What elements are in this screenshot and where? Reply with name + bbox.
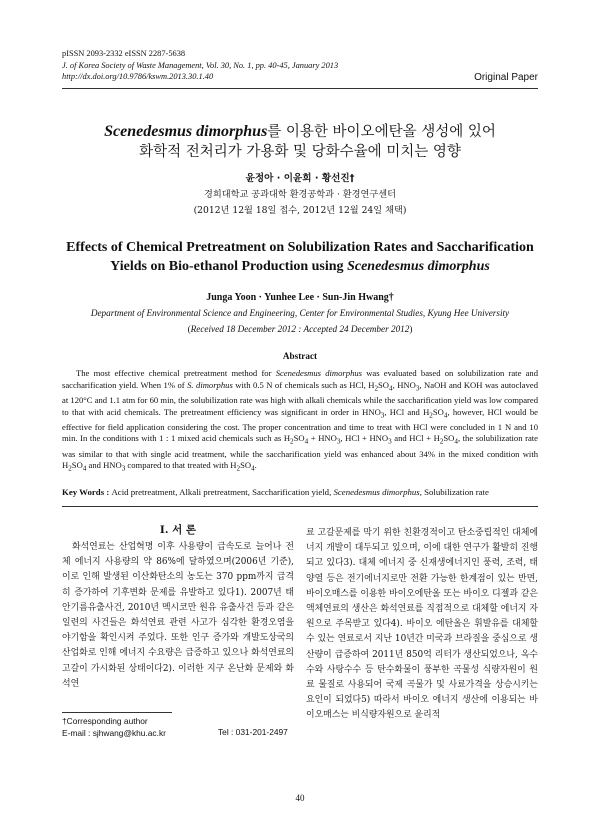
english-authors: Junga Yoon · Yunhee Lee · Sun-Jin Hwang† [206, 292, 394, 303]
received-accepted: Received 18 December 2012 : Accepted 24 December 2012 [190, 324, 410, 334]
keywords-text-end: , Solubilization rate [419, 487, 489, 497]
journal-citation: J. of Korea Society of Waste Management, Vol. 30, No. 1, pp. 40-45, January 2013 [62, 60, 339, 70]
keywords-label: Key Words : [62, 487, 112, 497]
keywords [62, 487, 538, 497]
footnote-rule [62, 712, 172, 713]
keywords-text: Acid pretreatment, Alkali pretreatment, Saccharification yield, [111, 487, 334, 497]
english-affiliation: Department of Environmental Science and Engineering, Center for Environmental Studies, Kyung Hee University [90, 308, 510, 318]
korean-title-rest: 를 이용한 바이오에탄올 생성에 있어 [267, 124, 496, 140]
date-paren-close: ) [409, 324, 413, 334]
keywords-rule [62, 506, 538, 507]
korean-title-species: Scenedesmus dimorphus [104, 123, 268, 140]
english-title-line1: Effects of Chemical Pretreatment on Solubilization Rates and Saccharification [66, 240, 534, 255]
abstract-heading: Abstract [282, 351, 318, 361]
doi-link[interactable]: http://dx.doi.org/10.9786/kswm.2013.30.1.40 [62, 72, 214, 81]
english-title-line2 [62, 257, 538, 276]
korean-authors: 윤정아 · 이윤희 · 황선진† [245, 173, 355, 184]
keywords-species: Scenedesmus dimorphus [333, 487, 420, 497]
korean-affiliation: 경희대학교 공과대학 환경공학과 · 환경연구센터 [203, 189, 397, 200]
korean-title-line1 [62, 122, 538, 142]
korean-dates: (2012년 12월 18일 접수, 2012년 12월 24일 채택) [193, 205, 407, 216]
body-right-column: 료 고갈문제를 막기 위한 친환경적이고 탄소중립적인 대체에너지 개발이 대두되고 있으며, 이에 대한 연구가 활발히 진행되고 있다3). 대체 에너지 중 신재생에너지인 풍력, 조력, 태양열 등은 전기에너지로만 전환 가능한 한계점이 있는 반면, 바이오매스를 이용한 바이오에탄올 또는 바이오 디젤과 같은 액체연료의 생산은 화석연료를 직접적으로 대체할 에너지 자원으로 주목받고 있다4). 바이오 에탄올은 휘발유를 대체할 수 있는 연료로서 지난 10년간 미국과 브라질을 중심으로 생산량이 급증하여 2011년 850억 리터가 생산되었으나, 옥수수와 사탕수수 등 탄수화물이 풍부한 곡물성 식량자원이 원료 물질로 사용되어 국제 곡물가 및 사료가격을 상승시키는 요인이 되었다5) 따라서 바이오 에너지 생산에 이용되는 바이오매스는 비식량자원으로 윤리적 [306, 528, 538, 721]
issn-line: pISSN 2093-2332 eISSN 2287-5638 [62, 49, 186, 58]
english-dates [62, 324, 538, 334]
date-paren-open: ( [187, 324, 191, 334]
body-left-column: 화석연료는 산업혁명 이후 사용량이 급속도로 늘어나 전체 에너지 사용량의 약 86%에 달하였으며(2006년 기준), 이로 인해 발생된 이산화탄소의 농도는 370 ppm까지 급격히 증가하여 기후변화 문제를 유발하고 있다1). 2007년 태안기름유출사건, 2010년 멕시코만 원유 유출사건 등과 같은 일련의 사건들은 화석연료 관련 사고가 심각한 환경오염을 야기함을 확인시켜 주었다. 또한 인구 증가와 개발도상국의 산업화로 인해 에너지 수요량은 급증하고 있으나 화석연료의 고갈이 가시화된 상태이다2). 이러한 지구 온난화 문제와 화석연 [62, 542, 294, 689]
english-title-part: Yields on Bio-ethanol Production using [110, 259, 348, 274]
section-heading: I. 서 론 [159, 524, 197, 536]
page-number: 40 [295, 793, 305, 803]
korean-title-line2: 화학적 전처리가 가용화 및 당화수율에 미치는 영향 [139, 144, 461, 160]
journal-header [62, 48, 338, 83]
corresponding-author-label: †Corresponding author [62, 716, 148, 726]
corresponding-email[interactable]: E-mail : sjhwang@khu.ac.kr [62, 727, 166, 738]
footnote [62, 716, 166, 739]
header-rule [62, 88, 538, 89]
article-type-badge: Original Paper [474, 72, 538, 83]
abstract-body: The most effective chemical pretreatment method for Scenedesmus dimorphus was evaluated based on solubilization rate and saccharification yield. When 1% of S. dimorphus with 0.5 N of chemicals such as HCl, $H_2SO_4$, $HNO_3$, NaOH and KOH was autoclaved at 120°C and 1.1 atm for 60 min, the solubilization rate was high with alkali chemicals while the saccharification yield was low compared to that with acid chemicals. The pretreatment efficiency was significant in order in $HNO_3$, HCl and $H_2SO_4$, however, HCl would be effective for field application considering the cost. The proper concentration and time to treat with HCl were concluded in 1 N and 10 min. In the conditions with 1 : 1 mixed acid chemicals such as $H_2SO_4 + HNO_3$, HCl + $HNO_3$ and HCl + $H_2SO_4$, the solubilization rate was similar to that with single acid treatment, while the saccharification yield was enhanced about 34% in the mixed condition with $H_2SO_4$ and $HNO_3$ compared to that treated with $H_2SO_4$. [62, 368, 539, 474]
corresponding-tel: Tel : 031-201-2497 [218, 727, 288, 737]
english-title-species: Scenedesmus dimorphus [347, 259, 490, 274]
